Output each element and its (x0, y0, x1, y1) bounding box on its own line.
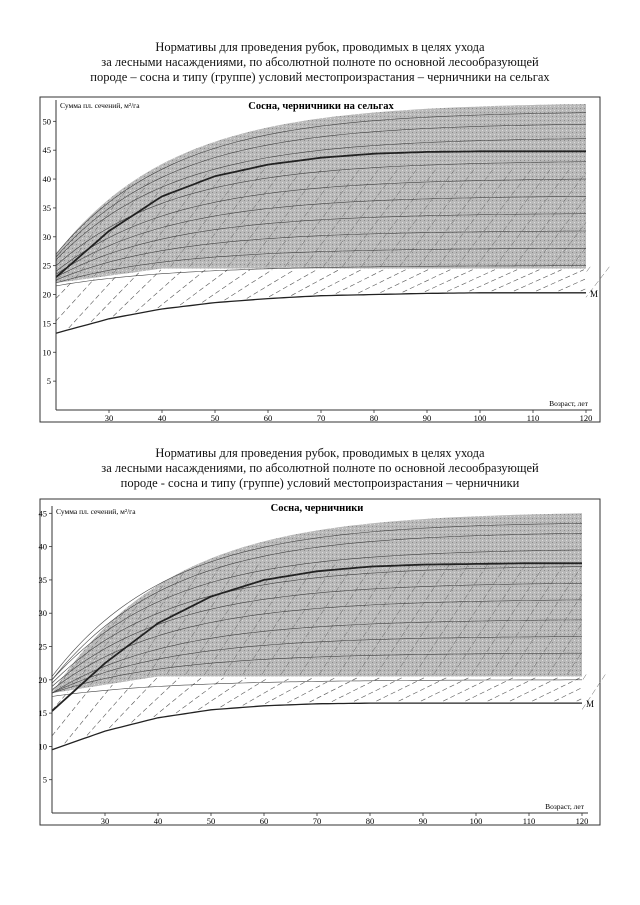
heading-2-line-3: породе - сосна и типу (группе) условий местопроизрастания – черничники (120, 476, 520, 490)
chart2-y-tick-label: 30 (38, 608, 47, 619)
heading-1-line-1: Нормативы для проведения рубок, проводимых в целях ухода (155, 40, 485, 54)
chart2-series-m-line (52, 703, 582, 750)
chart1-hatch-line (558, 279, 586, 291)
chart1-diagonal-line (586, 267, 590, 273)
heading-2-line-2: за лесными насаждениями, по абсолютной полноте по основной лесообразующей (101, 461, 539, 475)
chart1-hatch-line (447, 270, 495, 292)
chart1-shaded-band (56, 104, 586, 283)
chart2-hatch-line (154, 678, 202, 717)
chart1-hatch-line (403, 270, 451, 292)
chart2-x-tick-label: 70 (312, 816, 322, 826)
chart2-x-tick-label: 60 (259, 816, 269, 826)
chart2-x-tick-label: 100 (469, 816, 483, 826)
chart1-hatch-line (269, 270, 317, 297)
chart-2-heading (40, 446, 600, 491)
chart2-hatch-line (577, 699, 582, 702)
chart1-x-tick-label: 80 (369, 413, 379, 423)
chart1-y-tick-label: 25 (42, 260, 51, 271)
chart2-x-tick-label: 30 (100, 816, 110, 826)
chart1-y-tick-label: 45 (42, 145, 51, 156)
chart1-hatch-line (469, 270, 517, 291)
chart1-y-tick-label: 50 (42, 116, 51, 127)
chart1-hatch-line (56, 279, 94, 321)
chart1-hatch-line (358, 270, 406, 293)
chart2-y-tick-label: 10 (38, 741, 47, 752)
chart1-hatch-line (536, 270, 584, 291)
chart-1 (0, 92, 640, 428)
chart2-y-axis-label: Сумма пл. сечений, м²/га (56, 507, 136, 516)
chart1-y-tick-label: 15 (42, 318, 51, 329)
chart2-title: Сосна, черничники (270, 503, 364, 514)
chart1-x-tick-label: 50 (210, 413, 220, 423)
chart2-shaded-band (52, 513, 582, 693)
chart1-x-tick-label: 90 (422, 413, 432, 423)
chart1-hatch-line (180, 270, 228, 305)
chart2-hatch-line (109, 678, 157, 728)
chart1-hatch-line (291, 270, 339, 296)
heading-2-line-1: Нормативы для проведения рубок, проводимых в целях ухода (155, 446, 485, 460)
chart-1-heading (40, 40, 600, 85)
chart1-y-tick-label: 10 (42, 347, 51, 358)
chart2-hatch (52, 678, 582, 743)
chart2-hatch-line (488, 678, 536, 701)
chart2-y-tick-label: 15 (38, 708, 47, 719)
chart2-hatch-line (554, 688, 582, 701)
chart2-x-tick-label: 120 (575, 816, 589, 826)
chart1-hatch-line (336, 270, 384, 294)
heading-1-line-3: породе – сосна и типу (группе) условий местопроизрастания – черничники на сельгах (90, 70, 550, 84)
chart1-y-tick-label: 20 (42, 289, 51, 300)
chart2-hatch-line (399, 678, 447, 701)
chart1-hatch-line (581, 289, 586, 291)
chart1-title: Сосна, черничники на сельгах (248, 101, 394, 112)
chart2-hatch-line (176, 678, 224, 713)
chart2-y-tick-label: 25 (38, 641, 47, 652)
chart1-hatch-line (514, 270, 562, 291)
chart1-series-m-label: M (590, 288, 599, 299)
chart1-x-tick-label: 70 (316, 413, 326, 423)
chart1-x-tick-label: 120 (579, 413, 593, 423)
chart2-y-tick-label: 35 (38, 574, 47, 585)
chart2-hatch-line (465, 678, 513, 701)
chart1-y-tick-label: 5 (46, 376, 51, 387)
chart2-hatch-line (376, 678, 424, 701)
chart2-y-tick-label: 45 (38, 508, 47, 519)
chart1-hatch-line (314, 270, 362, 295)
chart2-hatch-line (421, 678, 469, 701)
chart1-hatch-line (158, 270, 206, 308)
chart2-hatch-line (198, 678, 246, 710)
chart1-hatch-line (136, 270, 184, 312)
chart2-x-tick-label: 50 (206, 816, 216, 826)
heading-1-line-2: за лесными насаждениями, по абсолютной полноте по основной лесообразующей (101, 55, 539, 69)
chart2-y-tick-label: 40 (38, 541, 47, 552)
chart1-y-axis-label: Сумма пл. сечений, м²/га (60, 101, 140, 110)
chart1-x-axis-label: Возраст, лет (549, 399, 588, 408)
chart1-hatch-line (113, 270, 161, 316)
chart1-x-tick-label: 100 (473, 413, 487, 423)
chart2-x-tick-label: 90 (418, 816, 428, 826)
chart1-x-tick-label: 60 (263, 413, 273, 423)
chart1-series-m-line (56, 293, 586, 333)
chart1-y-tick-label: 35 (42, 202, 51, 213)
chart1-hatch-line (225, 270, 273, 300)
chart2-x-axis-label: Возраст, лет (545, 802, 584, 811)
chart1-x-tick-label: 30 (104, 413, 114, 423)
chart2-hatch-line (443, 678, 491, 701)
chart1-y-tick-label: 30 (42, 231, 51, 242)
chart1-hatch-line (202, 270, 250, 303)
chart2-x-tick-label: 80 (365, 816, 375, 826)
chart1-hatch-line (247, 270, 295, 299)
chart2-hatch-line (510, 678, 558, 701)
chart1-hatch-line (380, 270, 428, 293)
chart2-y-tick-label: 5 (42, 774, 47, 785)
chart1-x-tick-label: 110 (526, 413, 540, 423)
chart1-hatch-line (492, 270, 540, 291)
chart2-diagonal-line (582, 674, 586, 680)
chart1-hatch (56, 270, 586, 328)
chart1-hatch-line (425, 270, 473, 292)
chart2-y-tick-label: 20 (38, 674, 47, 685)
chart-2 (0, 494, 640, 830)
chart1-y-tick-label: 40 (42, 174, 51, 185)
chart2-hatch-line (354, 678, 402, 702)
chart2-series-m-label: M (586, 699, 595, 710)
chart1-x-tick-label: 40 (157, 413, 167, 423)
chart2-hatch-line (532, 678, 580, 701)
chart2-x-tick-label: 110 (522, 816, 536, 826)
chart2-x-tick-label: 40 (153, 816, 163, 826)
